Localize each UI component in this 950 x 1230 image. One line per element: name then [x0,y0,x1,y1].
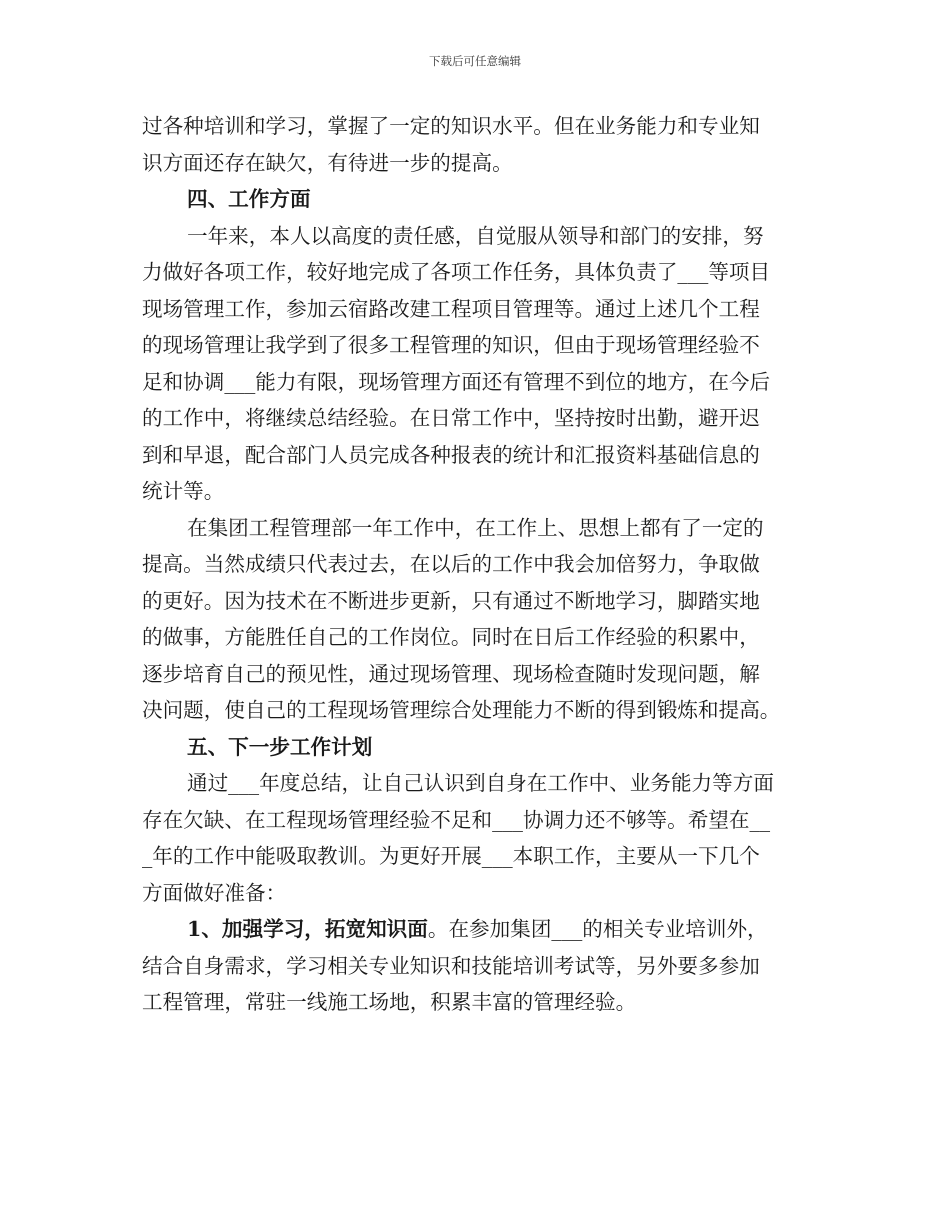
section-heading-next-plan: 五、下一步工作计划 [187,734,373,759]
text-line: 决问题，使自己的工程现场管理综合处理能力不断的得到锻炼和提高。 [142,698,781,722]
paragraph-work [142,218,810,510]
section-heading-work: 四、工作方面 [187,187,311,211]
text-line: 统计等。 [142,479,225,503]
text-line: 现场管理工作，参加云宿路改建工程项目管理等。通过上述几个工程 [142,296,760,321]
text-line: 逐步培育自己的预见性，通过现场管理、现场检查随时发现问题，解 [142,661,760,686]
text-line [142,911,810,948]
text-line: 方面做好准备： [142,880,287,905]
list-item-text: 。在参加集团___的相关专业培训外， [427,917,768,941]
text-line: 的工作中，将继续总结经验。在日常工作中，坚持按时出勤，避开迟 [142,406,760,430]
text-line: 通过___年度总结，让自己认识到自身在工作中、业务能力等方面 [187,771,774,795]
text-line: 存在欠缺、在工程现场管理经验不足和___协调力还不够等。希望在__ [142,807,771,832]
paragraph-summary [142,510,810,729]
text-line: 到和早退，配合部门人员完成各种报表的统计和汇报资料基础信息的 [142,442,760,467]
text-line: 提高。当然成绩只代表过去，在以后的工作中我会加倍努力，争取做 [142,552,760,576]
text-line: 的现场管理让我学到了很多工程管理的知识，但由于现场管理经验不 [142,333,760,357]
text-line: 足和协调___能力有限，现场管理方面还有管理不到位的地方，在今后 [142,369,771,394]
text-line: 过各种培训和学习，掌握了一定的知识水平。但在业务能力和专业知 [142,114,760,138]
text-line: 识方面还存在缺欠，有待进一步的提高。 [142,150,513,175]
text-line: _年的工作中能吸取教训。为更好开展___本职工作，主要从一下几个 [142,844,760,868]
text-line: 力做好各项工作，较好地完成了各项工作任务，具体负责了___等项目 [142,260,771,284]
text-line: 工程管理，常驻一线施工场地，积累丰富的管理经验。 [142,990,637,1014]
list-item-1 [142,911,810,1021]
text-line: 的做事，方能胜任自己的工作岗位。同时在日后工作经验的积累中， [142,625,760,649]
text-line: 在集团工程管理部一年工作中，在工作上、思想上都有了一定的 [187,515,764,540]
text-line: 一年来，本人以高度的责任感，自觉服从领导和部门的安排，努 [187,223,764,248]
text-line: 结合自身需求，学习相关专业知识和技能培训考试等，另外要多参加 [142,953,760,978]
text-line: 的更好。因为技术在不断进步更新，只有通过不断地学习，脚踏实地 [142,588,760,613]
list-item-title: 1、加强学习，拓宽知识面 [187,917,428,941]
page-header: 下载后可任意编辑 [429,54,521,68]
paragraph-plan [142,765,810,911]
document-body [142,108,810,1021]
paragraph-intro [142,108,810,181]
